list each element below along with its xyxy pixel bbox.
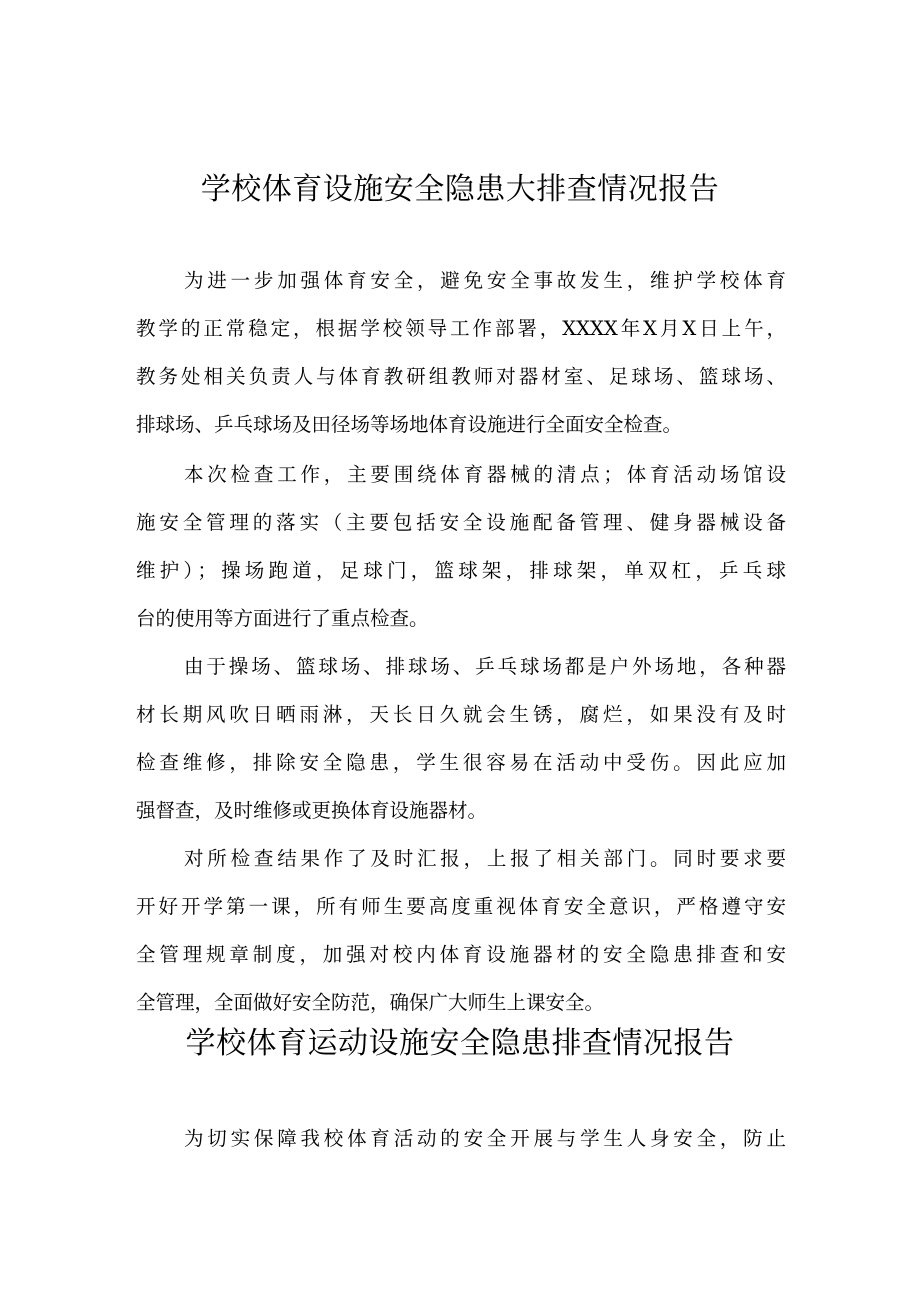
paragraph-line: 维护）；操场跑道，足球门，篮球架，排球架，单双杠，乒乓球 xyxy=(136,559,786,582)
paragraph-line: 强督查，及时维修或更换体育设施器材。 xyxy=(136,799,488,822)
report-title-2: 学校体育运动设施安全隐患排查情况报告 xyxy=(185,1026,735,1061)
paragraph-line: 全管理规章制度，加强对校内体育设施器材的安全隐患排查和安 xyxy=(136,943,786,966)
paragraph-line: 为进一步加强体育安全，避免安全事故发生，维护学校体育 xyxy=(184,269,786,292)
paragraph-line: 为切实保障我校体育活动的安全开展与学生人身安全，防止 xyxy=(184,1127,786,1150)
report-title-1: 学校体育设施安全隐患大排查情况报告 xyxy=(200,172,720,207)
paragraph-line: 由于操场、篮球场、排球场、乒乓球场都是户外场地，各种器 xyxy=(184,655,786,678)
paragraph-line: 本次检查工作，主要围绕体育器械的清点；体育活动场馆设 xyxy=(184,463,786,486)
paragraph-line: 开好开学第一课，所有师生要高度重视体育安全意识，严格遵守安 xyxy=(136,895,786,918)
paragraph-line: 对所检查结果作了及时汇报，上报了相关部门。同时要求要 xyxy=(184,847,786,870)
paragraph-line: 台的使用等方面进行了重点检查。 xyxy=(136,607,429,630)
paragraph-line: 施安全管理的落实（主要包括安全设施配备管理、健身器械设备 xyxy=(136,511,786,534)
paragraph-line: 全管理，全面做好安全防范，确保广大师生上课安全。 xyxy=(136,991,605,1014)
paragraph-line: 检查维修，排除安全隐患，学生很容易在活动中受伤。因此应加 xyxy=(136,751,786,774)
paragraph-line: 教务处相关负责人与体育教研组教师对器材室、足球场、篮球场、 xyxy=(136,365,786,388)
paragraph-line: 材长期风吹日晒雨淋，天长日久就会生锈，腐烂，如果没有及时 xyxy=(136,703,786,726)
paragraph-line: 教学的正常稳定，根据学校领导工作部署，XXXX年X月X日上午， xyxy=(136,317,786,340)
paragraph-line: 排球场、乒乓球场及田径场等场地体育设施进行全面安全检查。 xyxy=(136,413,683,436)
